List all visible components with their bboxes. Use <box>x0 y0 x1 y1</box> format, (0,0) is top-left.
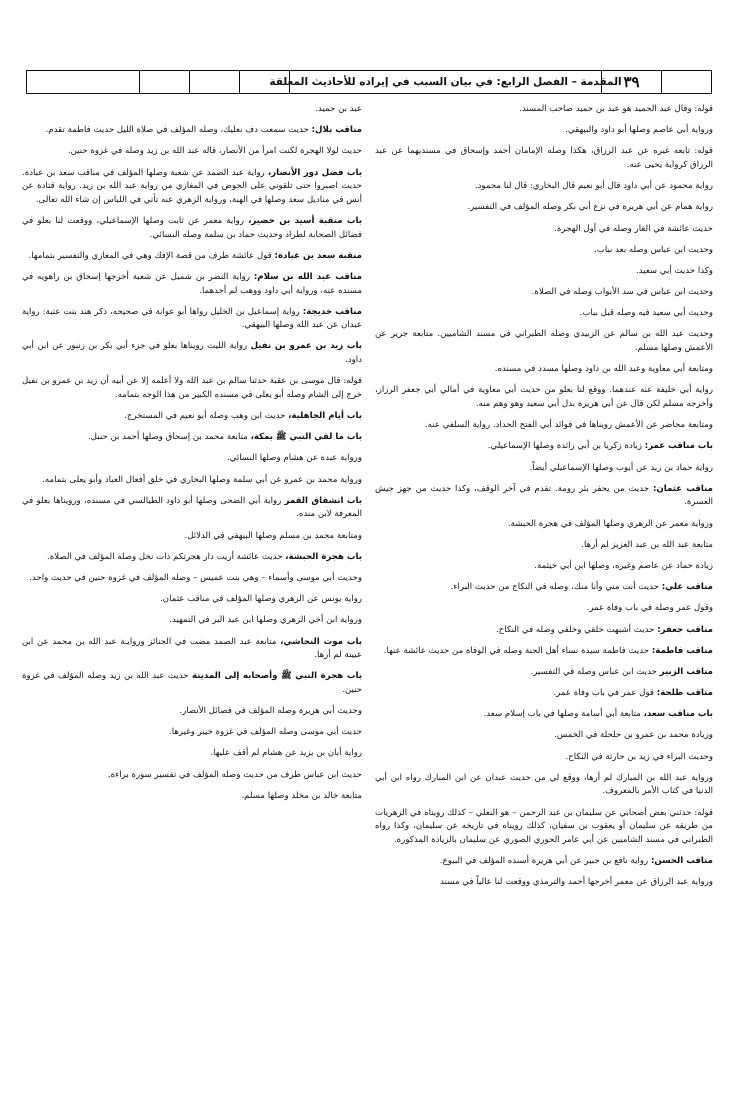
paragraph <box>375 539 713 553</box>
paragraph-text: وحديث أبي موسى وأسماء – وهي بنت عميس – وصله المؤلف في غزوة حنين في حديث واحد. <box>29 572 362 583</box>
paragraph-text: متابعة عبد الصمد مضت في الجنائز وروايـة عبد الله بن محمد عن ابن عيينة لم أرها. <box>22 636 362 661</box>
paragraph <box>22 530 362 544</box>
paragraph <box>375 265 713 279</box>
paragraph <box>375 729 713 743</box>
section-heading: مناقب طلحة: <box>656 688 713 699</box>
section-heading: مناقب بلال: <box>311 125 362 136</box>
header-cell-blank <box>139 71 189 93</box>
paragraph <box>375 328 713 355</box>
paragraph-text: زيادة حماد عن عاصم وغيره، وصلها ابن أبي خيثمة. <box>534 560 713 571</box>
paragraph <box>375 581 713 595</box>
paragraph <box>375 602 713 616</box>
paragraph-text: قوله: تابعه غيره عن عبد الرزاق، هكذا وصله الإمامان أحمد وإسحاق في مسنديهما عن عبد الرزاق كرواية يحيى عنه. <box>375 146 713 170</box>
paragraph <box>22 410 362 424</box>
paragraph-text: ومتابعة محمد بن مسلم وصلها البيهقي في الدلائل. <box>184 530 362 541</box>
section-heading: باب مناقب سعد، <box>643 709 713 720</box>
paragraph <box>22 726 362 740</box>
paragraph-text: رواية إسماعيل بن الخليل رواها أبو عوانة في صحيحه، ذكر هند بنت عتبة: رواية عبدان عن عبد الله وصلها البيهقي. <box>22 306 362 331</box>
paragraph <box>22 431 362 445</box>
paragraph <box>375 708 713 722</box>
paragraph-text: متابعة محمد بن إسحاق وصلها أحمد بن حنبل. <box>88 432 251 443</box>
paragraph <box>22 593 362 607</box>
section-heading: باب ما لقي النبي ﷺ بمكة، <box>250 432 362 443</box>
paragraph-text: وحديث ابن عباس في سد الأبواب وصله في الصلاة. <box>531 287 713 298</box>
paragraph <box>22 551 362 565</box>
paragraph-text: حديث عبد الله بن زيد وصله المؤلف في غزوة حنين. <box>22 671 362 695</box>
section-heading: باب زيد بن عمرو بن نفيل <box>250 341 362 352</box>
paragraph-text: حديث فاطمة سيدة نساء أهل الجنة وصله في الوفاة من حديث عائشة عنها. <box>383 645 652 656</box>
paragraph-text: رواية همام عن أبي هريرة في نزع أبي بكر وصله المؤلف في التفسير. <box>467 202 713 213</box>
paragraph <box>375 807 713 848</box>
paragraph-text: حديث ابن عباس طرف من حديث وصله المؤلف في تفسير سورة براءة. <box>107 769 362 780</box>
header-cell-blank <box>189 71 239 93</box>
paragraph-text: حديث ابن وهب وصله أبو نعيم في المستخرج. <box>124 411 289 422</box>
left-column <box>22 103 362 1111</box>
paragraph-text: رواية أبي الضحى وصلها أبو داود الطيالسي في مسنده، ورويناها بعلو في المعرفة لابن منده. <box>22 495 362 520</box>
paragraph <box>375 560 713 574</box>
paragraph-text: ورواية معمر عن الزهري وصلها المؤلف في هجرة الحبشة. <box>507 518 713 529</box>
paragraph-text: حديث أنت مني وأنا منك، وصله في النكاح من حديث البراء. <box>450 582 662 593</box>
paragraph-text: رواية حماد بن زيد عن أيوب وصلها الإسماعيلي أيضاً. <box>529 462 713 473</box>
section-heading: مناقب عثمان: <box>652 483 713 494</box>
section-heading: مناقب خديجة: <box>302 306 363 317</box>
paragraph-text: وقول عمر وصله في باب وفاة عمر. <box>586 603 713 614</box>
paragraph-text: ورواية ابن أخي الزهري وصلها ابن عبد البر في التمهيد. <box>169 615 362 626</box>
paragraph-text: رواية محمود عن أبي داود قال أبو نعيم قال البخاري: قال لنا محمود. <box>474 181 713 192</box>
paragraph <box>375 286 713 300</box>
paragraph <box>22 495 362 522</box>
header-cell-blank <box>661 71 711 93</box>
paragraph <box>375 462 713 476</box>
paragraph-text: حديث من يحفر بئر رومة. تقدم في آخر الوقف، وكذا حديث من جهز جيش العسرة. <box>375 483 713 508</box>
paragraph-text: ورواية محمد بن عمرو عن أبي سلمة وصلها البخاري في خلق أفعال العباد وأبو يعلى بتمامه. <box>42 474 362 485</box>
paragraph-text: قول عائشة طرف من قصة الإفك وهي في المغازي والتفسير بتمامها. <box>28 250 275 261</box>
paragraph-text: وحديث البراء في زيد بن حارثة في النكاح. <box>565 751 713 762</box>
paragraph <box>22 636 362 663</box>
paragraph <box>22 452 362 466</box>
paragraph-text: وزيادة محمد بن عمرو بن حلحلة في الخمس. <box>554 730 713 741</box>
paragraph <box>375 180 713 194</box>
paragraph <box>375 624 713 638</box>
paragraph-text: حديث سمعت دف نعليك، وصله المؤلف في صلاة الليل حديث فاطمة تقدم. <box>45 125 312 136</box>
section-heading: مناقب علي: <box>661 582 713 593</box>
paragraph <box>22 306 362 333</box>
section-heading: مناقب فاطمة: <box>651 645 713 656</box>
paragraph-text: رواية نافع بن جبير عن أبي هريرة أسنده المؤلف في البيوع. <box>439 855 651 866</box>
section-heading: باب منقبة أسيد بن حضير، <box>248 215 362 226</box>
paragraph-text: حديث لولا الهجرة لكنت امرأ من الأنصار، قاله عبد الله بن زيد وصله في غزوة حنين. <box>67 146 362 157</box>
running-header <box>26 70 712 94</box>
paragraph-text: حديث ابن عباس وصله في التفسير. <box>530 666 660 677</box>
paragraph-text: قوله: وقال عبد الحميد هو عبد بن حميد صاحب المسند. <box>519 104 713 114</box>
paragraph-text: رواية أبان بن يزيد عن هشام لم أقف عليها. <box>210 748 362 759</box>
paragraph <box>22 769 362 783</box>
paragraph-text: قوله: حدثني بعض أصحابي عن سليمان بن عبد الرحمن – هو النعلي – كذلك رويناه في الزهريات من طريقه عن سليمان أو يعقوب بن سفيان، كذلك رويناه في تاريخه عن سليمان، وكذا رواه الطبراني في مسند الشاميين عن أبي عامر الحوري الصوري عن سليمان بالزيادة المذكورة. <box>375 807 713 845</box>
section-heading: باب انشقاق القمر <box>284 495 362 506</box>
paragraph <box>22 124 362 138</box>
paragraph-text: وكذا حديث أبي سعيد. <box>635 265 713 276</box>
paragraph-text: ورواية عبد الرزاق عن معمر أخرجها أحمد والترمذي ووقعت لنا عالياً في مسند <box>440 877 713 888</box>
paragraph-text: قول عمر في باب وفاة عمر. <box>553 688 657 699</box>
page-number: ٣٩ <box>601 71 661 93</box>
paragraph <box>375 223 713 237</box>
paragraph <box>375 307 713 321</box>
paragraph-text: حديث عائشة أريت دار هجرتكم ذات نخل وصله المؤلف في الصلاة. <box>47 551 286 562</box>
section-heading: باب أيام الجاهلية، <box>288 411 362 422</box>
paragraph-text: ومتابعة محاضر عن الأعمش رويناها في فوائد أبي الفتح الحداد. رواية السلفي عنه. <box>424 420 713 431</box>
paragraph-text: رواية عبد الصمد عن شعبة وصلها المؤلف في مناقب سعد بن عبادة. حديث اصبروا حتى تلقوني على الحوض في المغازي من رواية عبد الله بن زيد. رواية قتادة عن أنس في مناديل سعد وصلها في الهبة، ورواية الزهري عنه تأتي في اللباس إن شاء الله تعالى. <box>22 167 362 205</box>
paragraph-text: متابعة خالد بن مخلد وصلها مسلم. <box>241 790 362 801</box>
paragraph <box>375 124 713 138</box>
header-title: المقدمة – الفصل الرابع: في بيان السبب في إيراده للأحاديث المعلقة <box>289 71 601 93</box>
paragraph-text: زيادة زكريا بن أبي زائدة وصلها الإسماعيلي. <box>487 441 645 452</box>
paragraph-text: وحديث ابن عباس وصله بعد بباب. <box>594 244 713 255</box>
header-cell-blank <box>75 71 139 93</box>
paragraph <box>22 145 362 159</box>
paragraph <box>375 419 713 433</box>
paragraph-text: رواية الليث رويناها بعلو في جزء أبي بكر بن زنبور عن ابن أبي داود. <box>22 341 362 366</box>
paragraph <box>375 876 713 890</box>
paragraph-text: متابعة أبي أسامة وصلها في باب إسلام سعد. <box>483 709 644 720</box>
paragraph <box>22 670 362 697</box>
paragraph <box>22 375 362 402</box>
paragraph <box>375 103 713 117</box>
section-heading: باب مناقب عمر: <box>644 441 713 452</box>
section-heading: مناقب الزبير <box>659 666 713 677</box>
right-column <box>375 103 713 1111</box>
paragraph <box>375 363 713 377</box>
paragraph-text: رواية معمر عن ثابت وصلها الإسماعيلي، ووقعت لنا بعلو في فضائل الصحابة لطراد وحديث حماد بن سلمة وصله النسائي. <box>22 215 362 240</box>
paragraph <box>375 666 713 680</box>
section-heading: باب هجرة النبي ﷺ وأصحابه إلى المدينة <box>191 671 362 682</box>
paragraph <box>22 572 362 586</box>
section-heading: باب فضل دور الأنصار، <box>267 167 362 178</box>
paragraph <box>375 855 713 869</box>
paragraph <box>375 384 713 411</box>
section-heading: مناقب عبد الله بن سلام: <box>253 271 362 282</box>
paragraph <box>22 705 362 719</box>
paragraph-text: وحديث أبي سعيد فيه وصله قبل بباب. <box>579 308 713 319</box>
paragraph <box>22 747 362 761</box>
paragraph <box>22 790 362 804</box>
paragraph-text: قوله: قال موسى بن عقبة حدثنا سالم بن عبد الله ولا أعلمه إلا عن أبيه أن زيد بن عمرو بن نفيل خرج إلى الشام وصله أبو يعلى في مسنده الكبير من هذا الوجه بتمامه. <box>22 376 362 400</box>
paragraph <box>375 751 713 765</box>
paragraph-text: حديث أبي موسى وصله المؤلف في غزوة خيبر وغيرها. <box>169 727 362 738</box>
paragraph-text: حديث أشبهت خلقي وخلقي وصله في النكاح. <box>495 624 658 635</box>
paragraph-text: رواية النضر بن شميل عن شعبة أخرجها إسحاق بن راهويه في مسنده عنه، ورواية أبي داود ووهب لم أجدهما. <box>22 271 362 296</box>
paragraph-text: متابعة عبد الله بن عبد العزيز لم أرها. <box>581 539 713 550</box>
paragraph <box>22 614 362 628</box>
paragraph <box>375 687 713 701</box>
paragraph-text: رواية أبي خليفة عنه عندهما. ووقع لنا بعلو من حديث أبي معاوية في أمالي أبي جعفر الرزاز، وأخرجه مسلم لكن قال عن أبي هريرة بدل أبي سعيد وهو وهم منه. <box>375 385 713 410</box>
paragraph <box>375 518 713 532</box>
paragraph <box>22 250 362 264</box>
section-heading: مناقب الحسن: <box>650 855 713 866</box>
paragraph <box>22 167 362 208</box>
paragraph <box>375 201 713 215</box>
section-heading: منقبة سعد بن عبادة: <box>274 250 362 261</box>
paragraph-text: رواية يونس عن الزهري وصلها المؤلف في مناقب عثمان. <box>160 594 362 605</box>
paragraph <box>375 483 713 510</box>
paragraph-text: ورواية عبد الله بن المبارك لم أرها، ووقع لي من حديث عبدان عن ابن المبارك رواه ابن أبي الدنيا في كتاب الأمر بالمعروف. <box>375 772 713 797</box>
paragraph-text: حديث عائشة في الغار وصله في أول الهجرة. <box>554 223 713 234</box>
paragraph <box>22 271 362 298</box>
paragraph-text: وحديث عبد الله بن سالم عن الزبيدي وصله الطبراني في مسند الشاميين. متابعة جرير عن الأعمش وصلها مسلم. <box>375 329 713 354</box>
paragraph <box>22 474 362 488</box>
paragraph-text: ورواية عبدة عن هشام وصلها النسائي. <box>226 453 362 464</box>
paragraph-text: عبد بن حميد. <box>315 104 362 114</box>
paragraph <box>22 215 362 242</box>
paragraph <box>22 103 362 117</box>
paragraph <box>375 772 713 799</box>
paragraph <box>375 440 713 454</box>
section-heading: باب موت النجاشي، <box>280 636 363 647</box>
paragraph-text: ومتابعة أبي معاوية وعبد الله بن داود وصلها مسدد في مسنده. <box>494 364 713 375</box>
paragraph <box>22 340 362 367</box>
paragraph <box>375 145 713 172</box>
section-heading: مناقب جعفر: <box>657 624 713 635</box>
section-heading: باب هجرة الحبشة، <box>285 551 362 562</box>
header-cell-blank <box>239 71 289 93</box>
paragraph-text: وحديث أبي هريرة وصله المؤلف في فضائل الأنصار. <box>179 706 362 717</box>
paragraph <box>375 244 713 258</box>
paragraph-text: ورواية أبي عاصم وصلها أبو داود والبيهقي. <box>565 125 713 136</box>
paragraph <box>375 645 713 659</box>
